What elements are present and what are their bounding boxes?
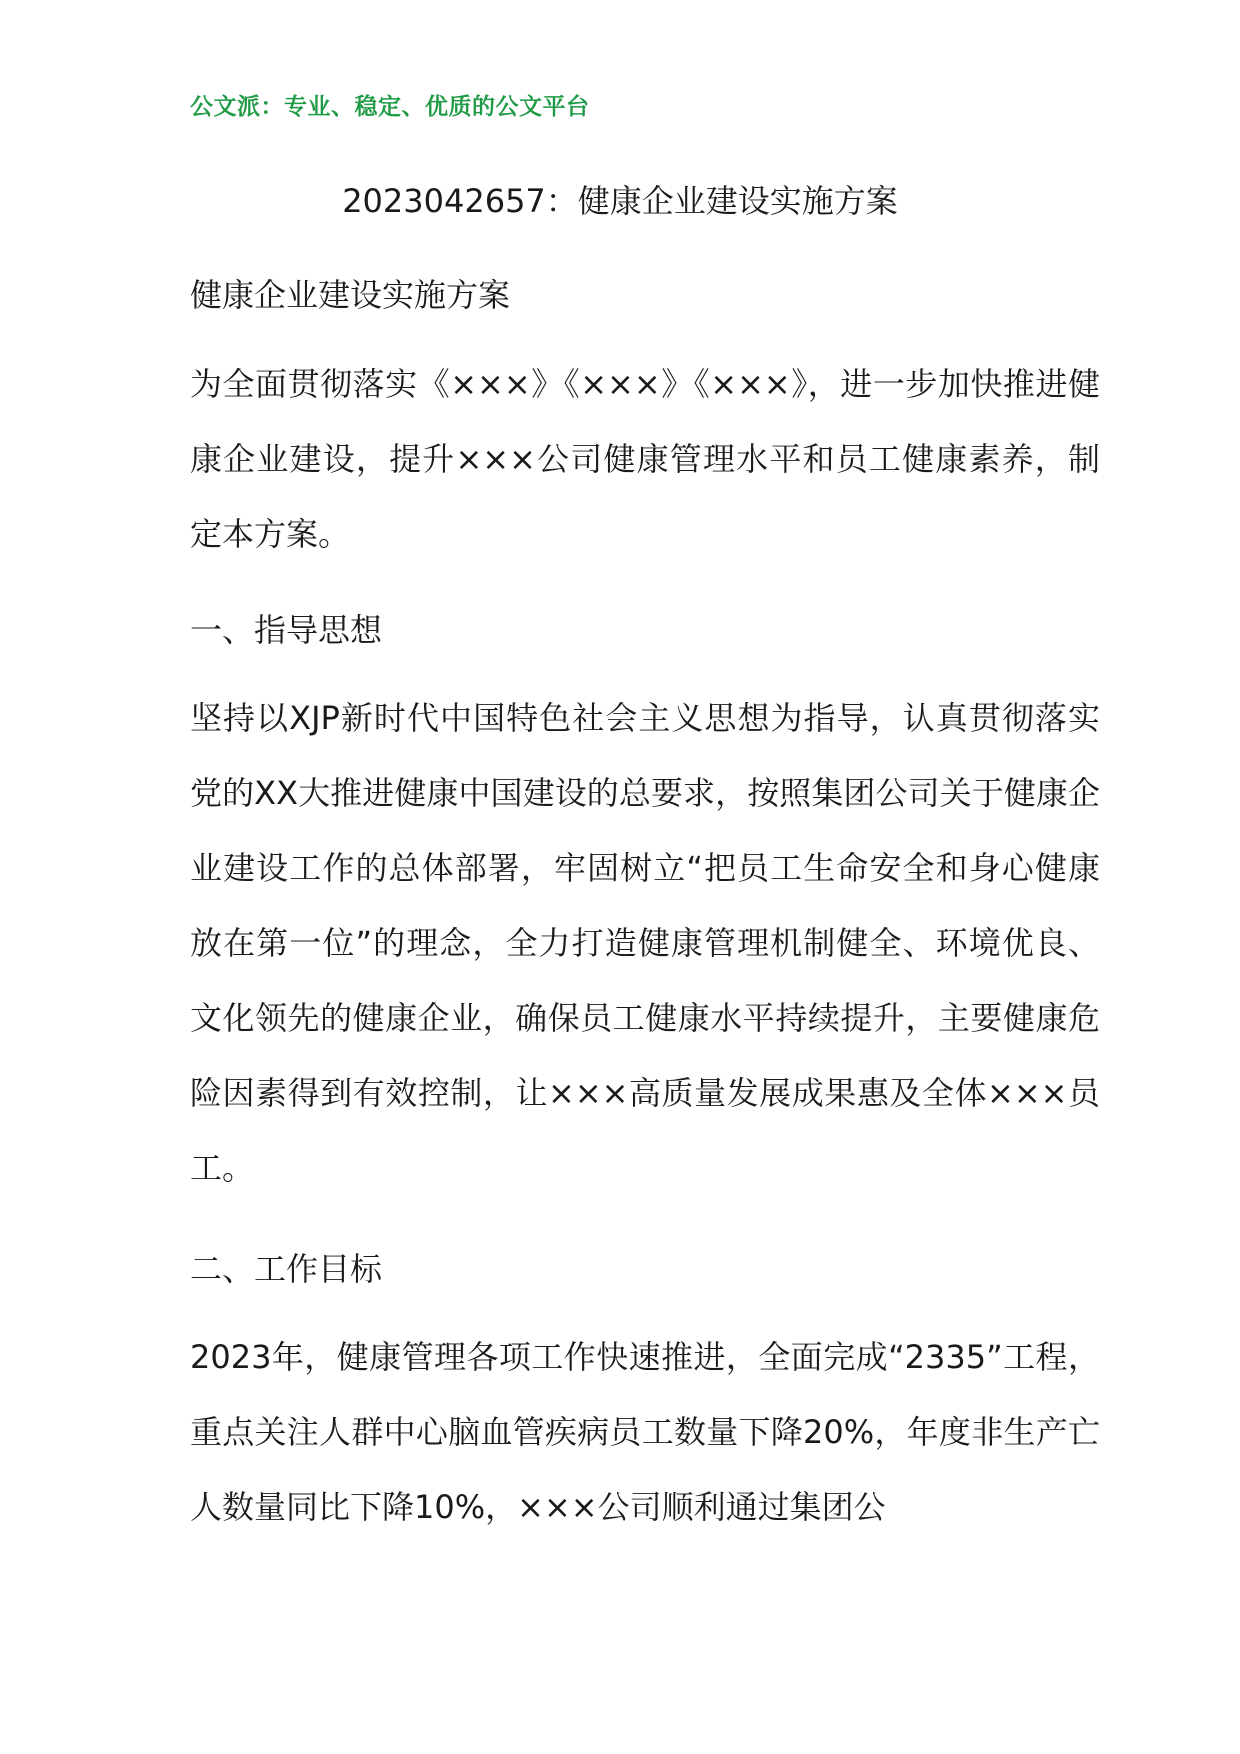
document-title: 2023042657：健康企业建设实施方案 (342, 182, 898, 220)
section-heading-work-goals: 二、工作目标 (190, 1250, 383, 1288)
section-body-guiding-ideology: 坚持以XJP新时代中国特色社会主义思想为指导，认真贯彻落实党的XX大推进健康中国建设的总要求，按照集团公司关于健康企业建设工作的总体部署，牢固树立“把员工生命安全和身心健康放在第一位”的理念，全力打造健康管理机制健全、环境优良、文化领先的健康企业，确保员工健康水平持续提升，主要健康危险因素得到有效控制，让×××高质量发展成果惠及全体×××员工。 (190, 699, 1100, 1187)
section-heading-guiding-ideology: 一、指导思想 (190, 611, 383, 649)
document-subtitle: 健康企业建设实施方案 (190, 276, 511, 314)
intro-paragraph: 为全面贯彻落实《×××》《×××》《×××》，进一步加快推进健康企业建设，提升×××公司健康管理水平和员工健康素养，制定本方案。 (190, 365, 1100, 553)
header-brand-text: 公文派：专业、稳定、优质的公文平台 (190, 94, 590, 120)
section-body-work-goals: 2023年，健康管理各项工作快速推进，全面完成“2335”工程，重点关注人群中心脑血管疾病员工数量下降20%，年度非生产亡人数量同比下降10%，×××公司顺利通过集团公 (190, 1338, 1100, 1526)
